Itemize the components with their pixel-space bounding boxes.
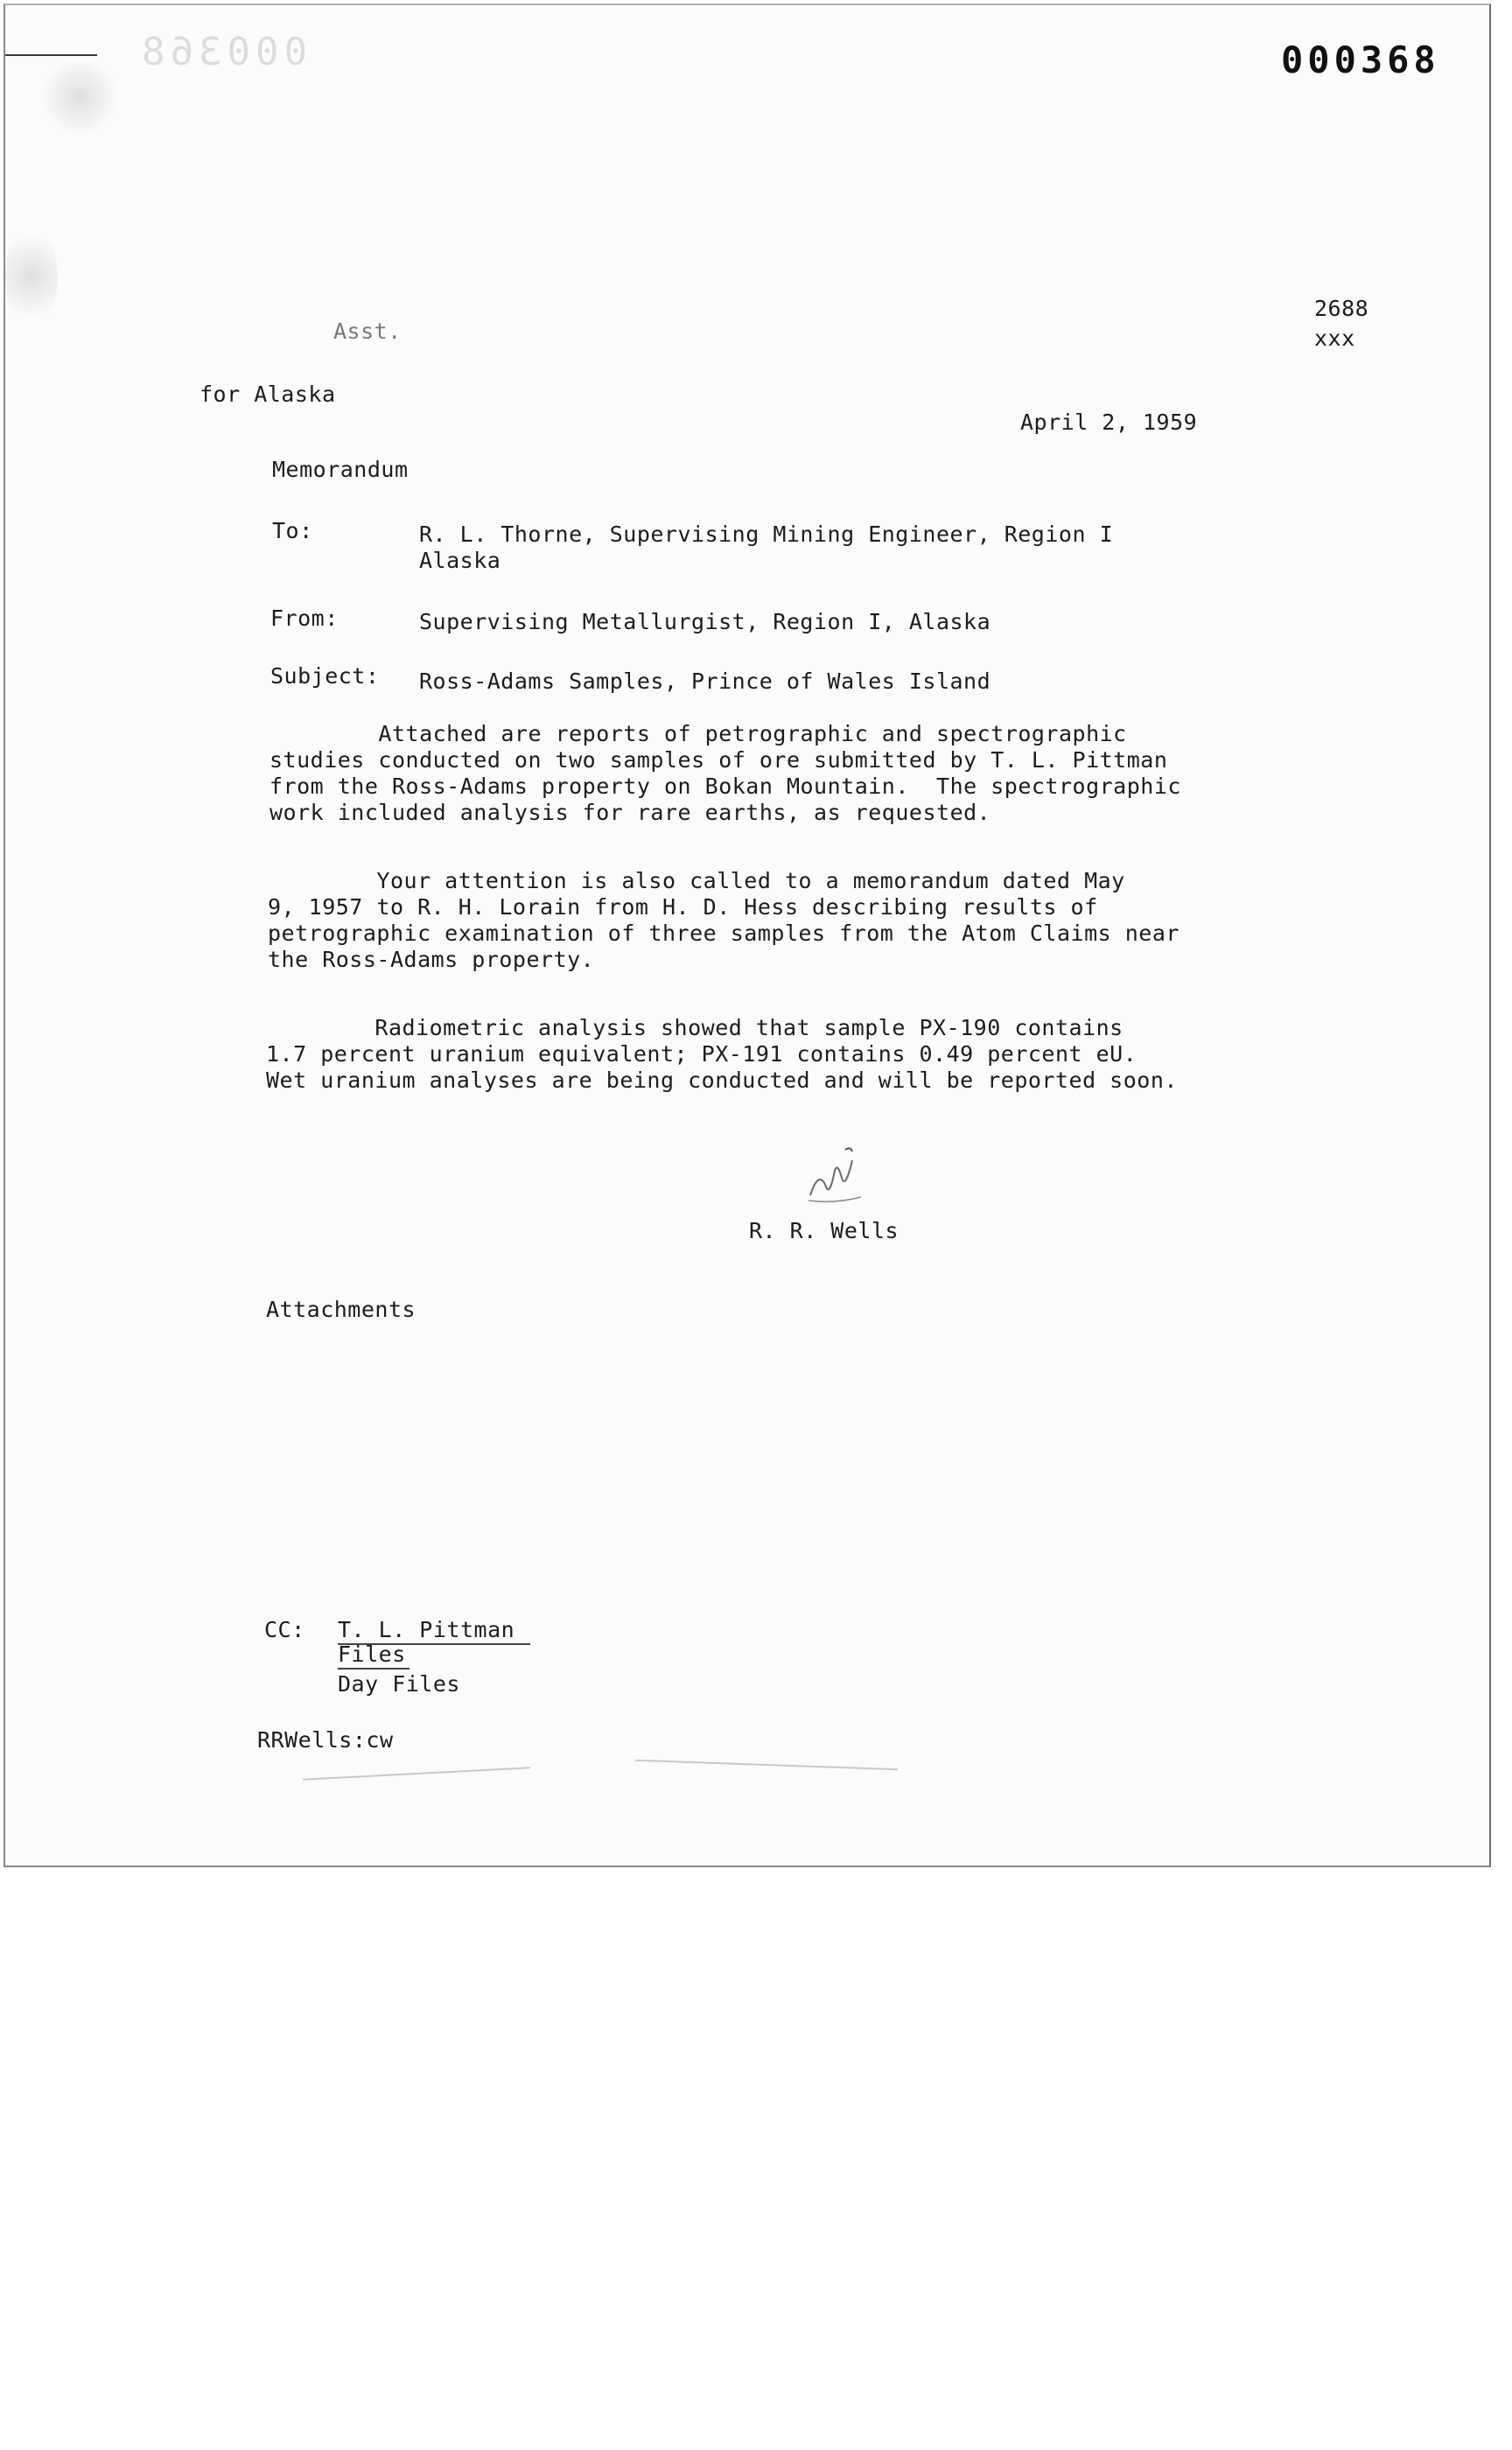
cc-item: Day Files bbox=[338, 1671, 460, 1697]
subject-label: Subject: bbox=[270, 663, 380, 689]
typist-initials: RRWells:cw bbox=[257, 1727, 394, 1753]
document-number: 000368 bbox=[1281, 38, 1440, 81]
to-recipient-location: Alaska bbox=[419, 548, 501, 573]
paragraph-line: Your attention is also called to a memorandum dated May bbox=[268, 868, 1125, 893]
reference-mark: xxx bbox=[1314, 326, 1355, 351]
paragraph-line: Attached are reports of petrographic and spectrographic bbox=[270, 721, 1127, 746]
scan-artifact bbox=[303, 1767, 530, 1781]
cc-item: T. L. Pittman bbox=[338, 1617, 515, 1642]
paragraph-line: 1.7 percent uranium equivalent; PX-191 contains 0.49 percent eU. bbox=[266, 1041, 1138, 1067]
paragraph-line: studies conducted on two samples of ore submitted by T. L. Pittman bbox=[270, 747, 1168, 773]
ghost-number-bleedthrough: 000368 bbox=[136, 30, 307, 74]
scan-smudge bbox=[40, 58, 119, 136]
paragraph-line: Radiometric analysis showed that sample PX-190 contains bbox=[266, 1015, 1124, 1040]
address-line-2: for Alaska bbox=[200, 382, 336, 407]
to-recipient: R. L. Thorne, Supervising Mining Engineer, Region I bbox=[419, 522, 1114, 547]
scan-smudge bbox=[5, 224, 58, 329]
margin-mark bbox=[5, 54, 97, 56]
memo-date: April 2, 1959 bbox=[1020, 410, 1198, 435]
to-label: To: bbox=[272, 518, 313, 543]
from-sender: Supervising Metallurgist, Region I, Alaska bbox=[419, 609, 991, 634]
cc-label: CC: bbox=[264, 1617, 305, 1642]
paragraph-line: 9, 1957 to R. H. Lorain from H. D. Hess describing results of bbox=[268, 894, 1098, 920]
cc-item: Files bbox=[338, 1642, 406, 1667]
paragraph-line: work included analysis for rare earths, as requested. bbox=[270, 800, 991, 825]
signer-name: R. R. Wells bbox=[749, 1218, 900, 1243]
memo-page bbox=[4, 4, 1491, 1867]
from-label: From: bbox=[270, 606, 339, 631]
paragraph-line: from the Ross-Adams property on Bokan Mountain. The spectrographic bbox=[270, 774, 1181, 799]
subject-value: Ross-Adams Samples, Prince of Wales Island bbox=[419, 668, 991, 694]
paragraph-line: petrographic examination of three samples from the Atom Claims near bbox=[268, 920, 1180, 946]
handwritten-signature bbox=[793, 1143, 898, 1213]
scan-artifact bbox=[635, 1760, 898, 1770]
address-line-1: Asst. bbox=[333, 318, 402, 344]
attachments-note: Attachments bbox=[266, 1297, 416, 1322]
paragraph-line: Wet uranium analyses are being conducted and will be reported soon. bbox=[266, 1068, 1178, 1093]
paragraph-line: the Ross-Adams property. bbox=[268, 947, 595, 972]
reference-number: 2688 bbox=[1314, 296, 1369, 321]
document-type: Memorandum bbox=[272, 457, 409, 482]
